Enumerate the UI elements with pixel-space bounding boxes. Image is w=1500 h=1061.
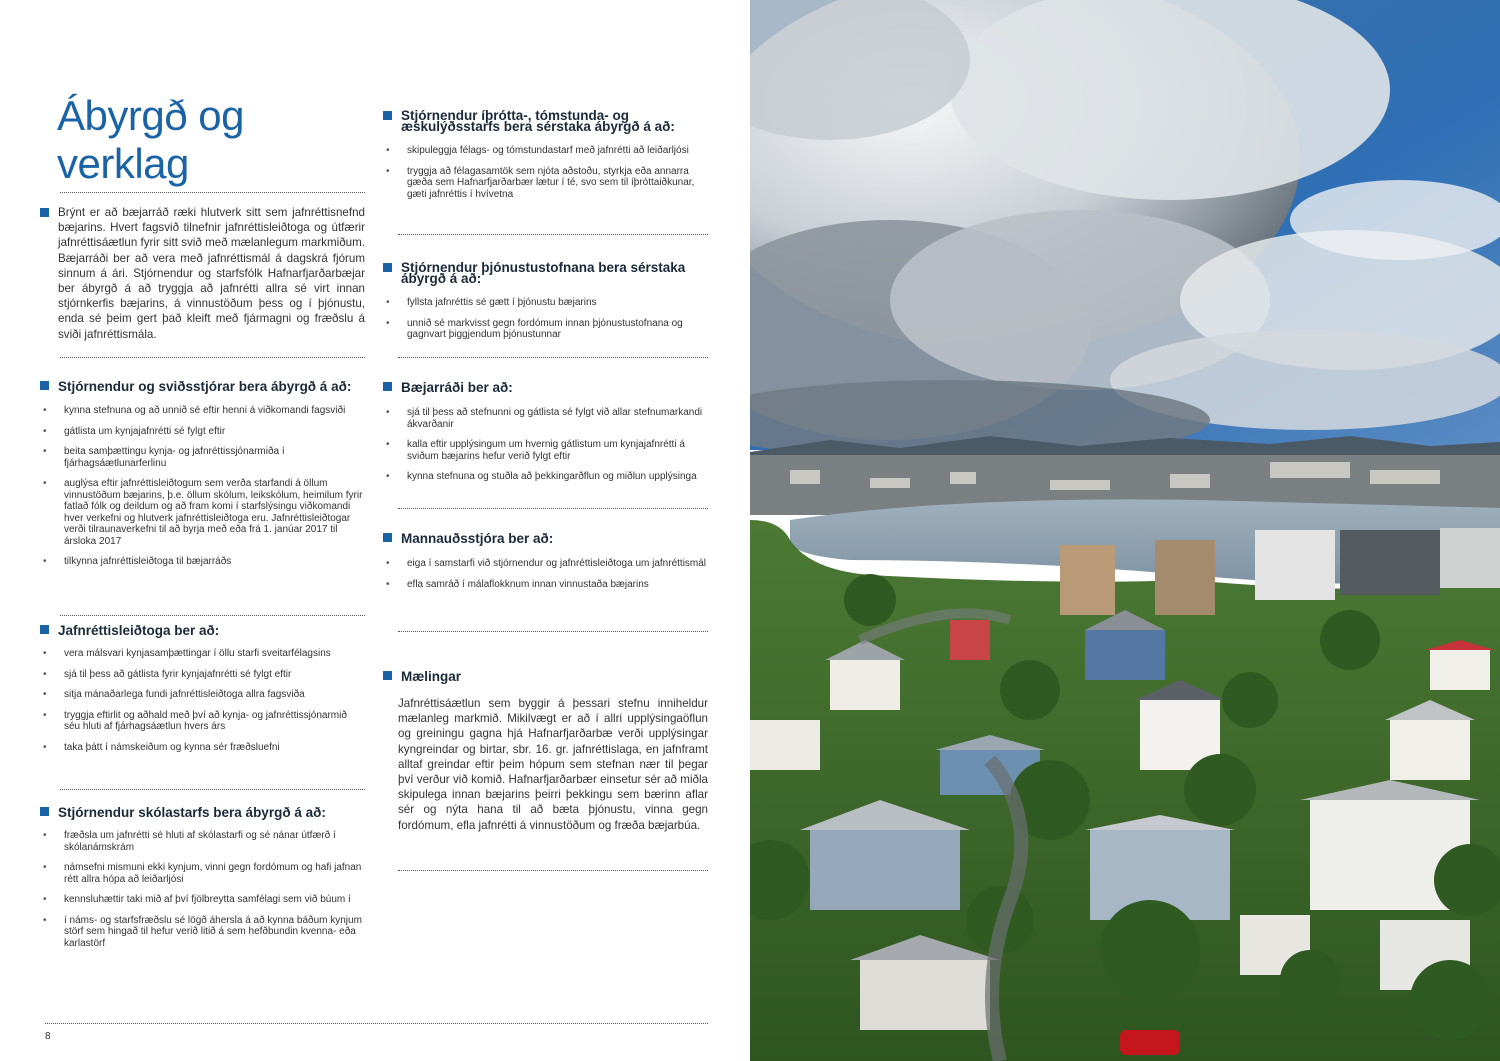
list-item-text: sjá til þess að gátlista fyrir kynjajafnrétti sé fylgt eftir xyxy=(64,668,292,680)
list-item-text: gátlista um kynjajafnrétti sé fylgt eftir xyxy=(64,425,226,437)
list-item-text: kennsluhættir taki mið af því fjölbreytta samfélagi sem við búum í xyxy=(64,894,351,905)
list-item-text: sitja mánaðarlega fundi jafnréttisleiðtoga allra fagsviða xyxy=(64,689,305,700)
divider xyxy=(60,615,365,616)
section-heading xyxy=(40,380,365,393)
list-item-text: kalla eftir upplýsingum um hvernig gátlistum um kynjajafnrétti á sviðum bæjarins hefur verið fylgt eftir xyxy=(407,439,685,462)
section-heading-text: Mannauðsstjóra ber að: xyxy=(401,531,554,546)
list-item: • kynna stefnuna og stuðla að þekkingarðflun og miðlun upplýsinga xyxy=(386,471,697,482)
divider xyxy=(60,789,365,790)
town-aerial-photo xyxy=(750,0,1500,1061)
list-item: • eiga í samstarfi við stjórnendur og jafnréttisleiðtoga um jafnréttismál xyxy=(386,558,707,569)
section-heading-text: Jafnréttisleiðtoga ber að: xyxy=(58,623,220,638)
list-item-text: sjá til þess að stefnunni og gátlista sé fylgt við allar stefnumarkandi ákvarðanir xyxy=(407,407,703,430)
section-town-council xyxy=(383,381,708,483)
section-equality-leaders xyxy=(40,624,365,753)
list-item-text: tilkynna jafnréttisleiðtoga til bæjarráðs xyxy=(64,556,232,567)
list-item-text: auglýsa eftir jafnréttisleiðtogum sem verða starfandi á öllum vinnustöðum bæjarins, þ.e. öllum skólum, leikskólum, heimilum fyrir fatlað fólk og deildum og að fram komi í starfslýsingu viðkomandi hver verkefni og hlutverk jafnréttisleiðtoga eru. Jafnréttisleiðtogar verði tilraunaverkefni til að byrja með eða frá 1. janúar 2017 til ársloka 2017 xyxy=(64,478,363,547)
list-item-text: námsefni mismuni ekki kynjum, vinni gegn fordómum og hafi jafnan rétt allra hópa að leiðarljósi xyxy=(64,862,362,885)
list-item: • í náms- og starfsfræðslu sé lögð áhersla á að kynna báðum kynjum störf sem hingað til hefur verið litið á sem hefðbundin kvenna- eða karlastörf xyxy=(43,914,362,949)
list-item: • sitja mánaðarlega fundi jafnréttisleiðtoga allra fagsviða xyxy=(43,689,305,700)
bullet-square-icon xyxy=(383,382,392,391)
title-line-1: Ábyrgð og xyxy=(57,92,244,139)
bullet-square-icon xyxy=(40,807,49,816)
section-heading xyxy=(40,806,365,819)
section-heading xyxy=(383,670,708,683)
section-heading-text: Stjórnendur þjónustustofnana bera sérstaka ábyrgð á að: xyxy=(401,260,686,286)
footer-divider xyxy=(45,1023,708,1024)
list-item: • taka þátt í námskeiðum og kynna sér fræðsluefni xyxy=(43,741,280,753)
bullet-list xyxy=(383,145,708,200)
list-item: • sjá til þess að stefnunni og gátlista sé fylgt við allar stefnumarkandi ákvarðanir xyxy=(386,407,703,430)
list-item-text: eiga í samstarfi við stjórnendur og jafnréttisleiðtoga um jafnréttismál xyxy=(407,558,707,569)
divider xyxy=(398,631,708,632)
section-heading xyxy=(40,624,365,637)
list-item: • kennsluhættir taki mið af því fjölbreytta samfélagi sem við búum í xyxy=(43,894,351,905)
list-item: • kalla eftir upplýsingum um hvernig gátlistum um kynjajafnrétti á sviðum bæjarins hefur verið fylgt eftir xyxy=(386,439,685,462)
list-item-text: í náms- og starfsfræðslu sé lögð áhersla á að kynna báðum kynjum störf sem hingað til hefur verið litið á sem hefðbundin kvenna- eða karlastörf xyxy=(64,914,362,949)
photo-illustration xyxy=(750,0,1500,1061)
bullet-square-icon xyxy=(383,533,392,542)
bullet-list xyxy=(383,407,708,483)
divider xyxy=(398,357,708,358)
list-item: • sjá til þess að gátlista fyrir kynjajafnrétti sé fylgt eftir xyxy=(43,668,292,680)
list-item-text: efla samráð í málaflokknum innan vinnustaða bæjarins xyxy=(407,578,649,590)
list-item-text: unnið sé markvisst gegn fordómum innan þjónustustofnana og gagnvart þiggjendum þjónustunnar xyxy=(407,317,683,340)
page-title xyxy=(57,92,244,188)
list-item-text: fyllsta jafnréttis sé gætt í þjónustu bæjarins xyxy=(407,297,597,308)
bullet-list xyxy=(40,830,365,949)
section-heading-text: Stjórnendur íþrótta-, tómstunda- og æskulýðsstarfs bera sérstaka ábyrgð á að: xyxy=(401,108,675,134)
bullet-list xyxy=(40,648,365,753)
section-heading-text: Bæjarráði ber að: xyxy=(401,380,513,395)
list-item: • unnið sé markvisst gegn fordómum innan þjónustustofnana og gagnvart þiggjendum þjónustunnar xyxy=(386,317,683,340)
list-item: • fræðsla um jafnrétti sé hluti af skólastarfi og sé nánar útfærð í skólanámskrám xyxy=(43,830,336,853)
list-item: • námsefni mismuni ekki kynjum, vinni gegn fordómum og hafi jafnan rétt allra hópa að leiðarljósi xyxy=(43,862,362,885)
list-item: • beita samþættingu kynja- og jafnréttissjónarmiða í fjárhagsáætlunarferlinu xyxy=(43,446,285,469)
intro-text: Brýnt er að bæjarráð ræki hlutverk sitt sem jafnréttisnefnd bæjarins. Hvert fagsvið tilnefnir jafnréttisleiðtoga og útfærir jafnréttisáætlun fyrir sitt svið með mælanlegum markmiðum. Bæjarráði ber að vera með jafnréttismál á dagskrá fjórum sinnum á ári. Stjórnendur og starfsfólk Hafnarfjarðarbæjar ber ábyrgð á að tryggja að jafnrétti allra sé virt innan stjórnkerfis bæjarins, á vinnustöðum þess og í þjónustu, enda sé þeim gert það kleift með fjármagni og fræðslu á sviði jafnréttismála. xyxy=(58,206,365,341)
list-item: • auglýsa eftir jafnréttisleiðtogum sem verða starfandi á öllum vinnustöðum bæjarins, þ.e. öllum skólum, leikskólum, heimilum fyrir fatlað fólk og deildum og að fram komi í starfslýsingu viðkomandi hver verkefni og hlutverk jafnréttisleiðtoga eru. Jafnréttisleiðtogar verði tilraunaverkefni til að byrja með eða frá 1. janúar 2017 til ársloka 2017 xyxy=(43,478,363,547)
list-item: • efla samráð í málaflokknum innan vinnustaða bæjarins xyxy=(386,578,649,590)
section-heading-text: Stjórnendur og sviðsstjórar bera ábyrgð á að: xyxy=(58,379,352,394)
list-item: • gátlista um kynjajafnrétti sé fylgt eftir xyxy=(43,425,226,437)
title-line-2: verklag xyxy=(57,140,189,187)
list-item: • fyllsta jafnréttis sé gætt í þjónustu bæjarins xyxy=(386,297,597,308)
section-heading-text: Mælingar xyxy=(401,669,462,684)
section-sports xyxy=(383,110,708,200)
bullet-square-icon xyxy=(40,381,49,390)
page-number: 8 xyxy=(45,1031,51,1042)
list-item-text: tryggja að félagasamtök sem njóta aðstoðu, styrkja eða annarra gæða sem Hafnarfjarðarbær lætur í té, svo sem til íþróttaiðkunar, gæti jafnréttis í hvívetna xyxy=(407,165,695,200)
section-heading-text: Stjórnendur skólastarfs bera ábyrgð á að: xyxy=(58,805,326,820)
section-heading xyxy=(383,110,708,132)
intro-paragraph xyxy=(40,205,365,342)
bullet-square-icon xyxy=(40,208,49,217)
list-item: • tryggja eftirlit og aðhald með því að kynja- og jafnréttissjónarmið séu hluti af fjárhagsáætlun hvers árs xyxy=(43,709,347,732)
list-item: • skipuleggja félags- og tómstundastarf með jafnrétti að leiðarljósi xyxy=(386,145,689,156)
divider xyxy=(60,357,365,358)
list-item-text: kynna stefnuna og stuðla að þekkingarðflun og miðlun upplýsinga xyxy=(407,471,697,482)
list-item: • tryggja að félagasamtök sem njóta aðstoðu, styrkja eða annarra gæða sem Hafnarfjarðarbær lætur í té, svo sem til íþróttaiðkunar, gæti jafnréttis í hvívetna xyxy=(386,165,695,200)
list-item: • tilkynna jafnréttisleiðtoga til bæjarráðs xyxy=(43,556,232,567)
section-services xyxy=(383,262,708,341)
section-measurements xyxy=(383,670,708,833)
list-item-text: tryggja eftirlit og aðhald með því að kynja- og jafnréttissjónarmið séu hluti af fjárhagsáætlun hvers árs xyxy=(64,709,347,732)
section-heading xyxy=(383,532,708,545)
section-heading xyxy=(383,381,708,394)
measurements-paragraph: Jafnréttisáætlun sem byggir á þessari stefnu inniheldur mælanleg markmið. Mikilvægt er að í allri upplýsingaöflun og greiningu gagna hjá Hafnarfjarðarbæ verði upplýsingar kyngreindar og birtar, sbr. 16. gr. jafnréttislaga, en jafnframt alltaf greindar eftir þeim hópum sem stefnan nær til þegar því verður við komið. Hafnarfjarðarbær einsetur sér að miðla skipulega innan bæjarins þeirri þekkingu sem bærinn aflar sér og nýta hana til að bæta þjónustu, vinna gegn fordómum, efla jafnrétti á vinnustöðum og fræða bæjarbúa. xyxy=(398,697,708,832)
list-item-text: skipuleggja félags- og tómstundastarf með jafnrétti að leiðarljósi xyxy=(407,145,689,156)
divider xyxy=(60,192,365,193)
list-item-text: vera málsvari kynjasamþættingar í öllu starfi sveitarfélagsins xyxy=(64,648,331,659)
divider xyxy=(398,508,708,509)
list-item-text: taka þátt í námskeiðum og kynna sér fræðsluefni xyxy=(64,741,280,753)
list-item: • kynna stefnuna og að unnið sé eftir henni á viðkomandi fagsviði xyxy=(43,405,346,416)
section-managers xyxy=(40,380,365,568)
list-item-text: kynna stefnuna og að unnið sé eftir henni á viðkomandi fagsviði xyxy=(64,405,346,416)
bullet-square-icon xyxy=(383,671,392,680)
section-heading xyxy=(383,262,708,284)
bullet-list xyxy=(40,405,365,568)
section-hr xyxy=(383,532,708,590)
bullet-square-icon xyxy=(383,111,392,120)
section-schools xyxy=(40,806,365,949)
bullet-list xyxy=(383,297,708,341)
list-item-text: fræðsla um jafnrétti sé hluti af skólastarfi og sé nánar útfærð í skólanámskrám xyxy=(64,830,336,853)
list-item: • vera málsvari kynjasamþættingar í öllu starfi sveitarfélagsins xyxy=(43,648,331,659)
divider xyxy=(398,870,708,871)
divider xyxy=(398,234,708,235)
bullet-square-icon xyxy=(40,625,49,634)
list-item-text: beita samþættingu kynja- og jafnréttissjónarmiða í fjárhagsáætlunarferlinu xyxy=(64,446,285,469)
bullet-square-icon xyxy=(383,263,392,272)
bullet-list xyxy=(383,558,708,590)
